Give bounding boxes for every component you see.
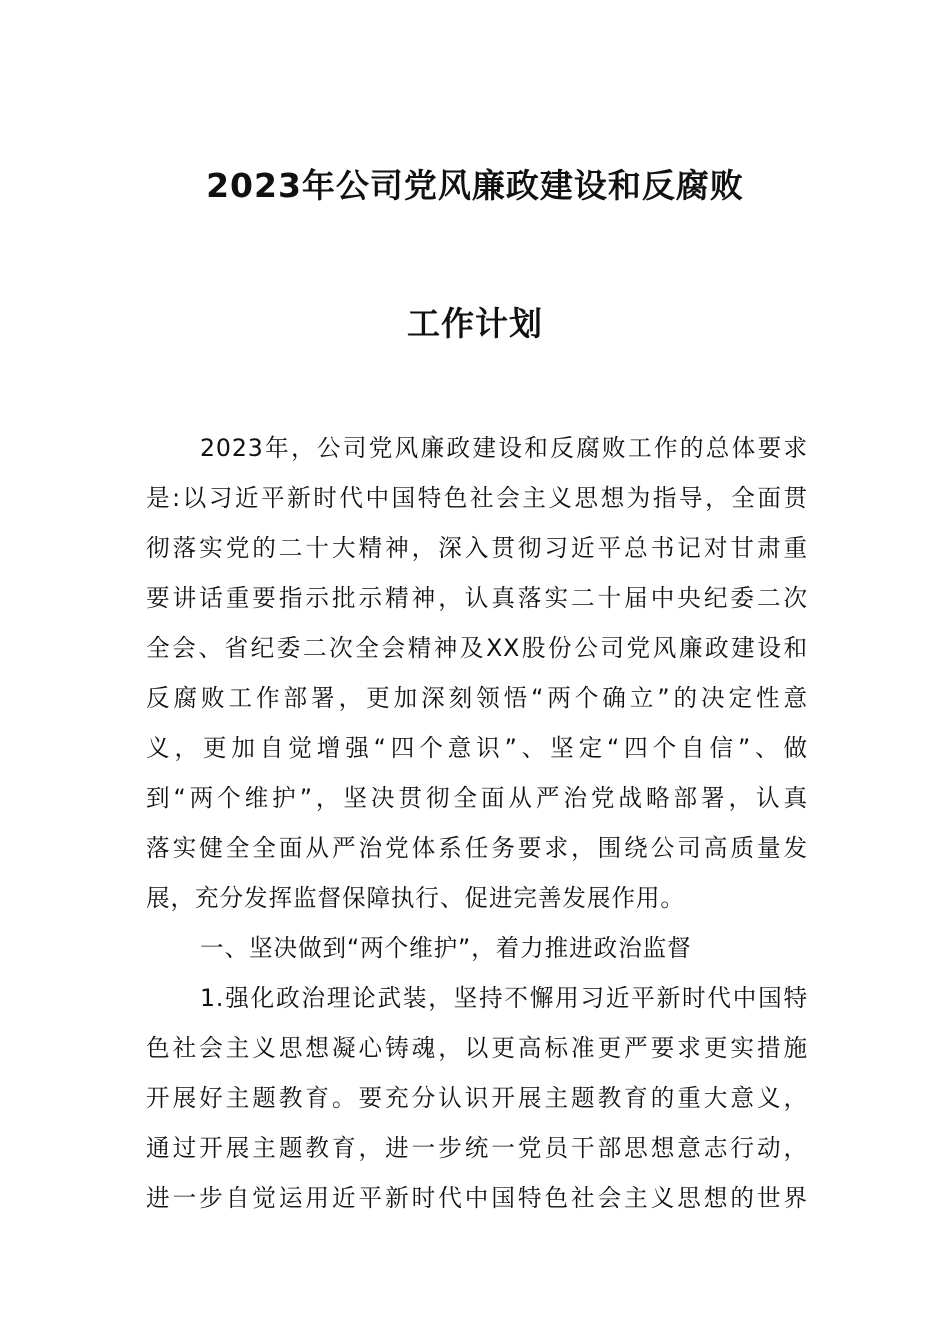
item-paragraph-line: 开展好主题教育。要充分认识开展主题教育的重大意义， [146, 1084, 808, 1112]
intro-paragraph-line: 到“两个维护”，坚决贯彻全面从严治党战略部署，认真 [146, 784, 808, 812]
intro-paragraph-line: 全会、省纪委二次全会精神及XX股份公司党风廉政建设和 [146, 634, 808, 662]
item-paragraph-line: 1.强化政治理论武装，坚持不懈用习近平新时代中国特 [200, 984, 808, 1012]
intro-paragraph-line: 是:以习近平新时代中国特色社会主义思想为指导，全面贯 [146, 484, 808, 512]
document-title-line-1: 2023年公司党风廉政建设和反腐败 [206, 166, 744, 205]
item-paragraph-line: 色社会主义思想凝心铸魂，以更高标准更严要求更实措施 [146, 1034, 808, 1062]
intro-paragraph-line: 义，更加自觉增强“四个意识”、坚定“四个自信”、做 [146, 734, 808, 762]
item-paragraph-line: 通过开展主题教育，进一步统一党员干部思想意志行动， [146, 1134, 808, 1162]
item-paragraph-line: 进一步自觉运用近平新时代中国特色社会主义思想的世界 [146, 1184, 808, 1212]
intro-paragraph-line: 彻落实党的二十大精神，深入贯彻习近平总书记对甘肃重 [146, 534, 808, 562]
intro-paragraph-line: 2023年，公司党风廉政建设和反腐败工作的总体要求 [200, 434, 808, 462]
intro-paragraph-line: 展，充分发挥监督保障执行、促进完善发展作用。 [146, 884, 685, 912]
intro-paragraph-line: 反腐败工作部署，更加深刻领悟“两个确立”的决定性意 [146, 684, 808, 712]
intro-paragraph-line: 落实健全全面从严治党体系任务要求，围绕公司高质量发 [146, 834, 808, 862]
section-heading: 一、坚决做到“两个维护”，着力推进政治监督 [200, 934, 692, 962]
intro-paragraph-line: 要讲话重要指示批示精神，认真落实二十届中央纪委二次 [146, 584, 808, 612]
document-body [146, 423, 808, 1223]
document-title-line-2: 工作计划 [407, 304, 543, 343]
